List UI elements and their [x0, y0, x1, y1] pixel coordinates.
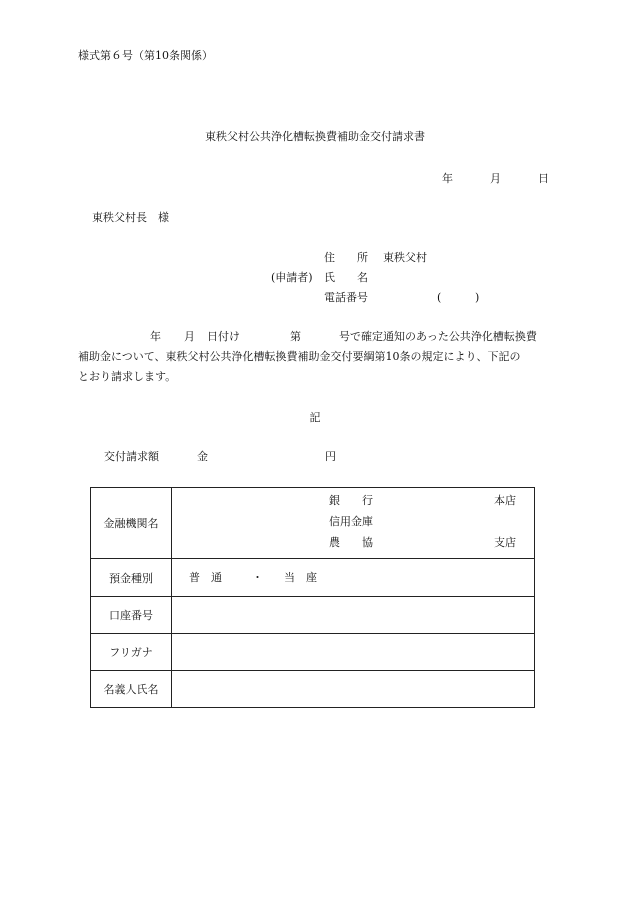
date-day: 日 — [538, 172, 549, 185]
amount-unit: 円 — [325, 450, 336, 463]
name-label: 氏 名 — [324, 271, 368, 284]
address-label: 住 所 — [324, 251, 368, 264]
institution-field[interactable] — [172, 488, 535, 559]
shinkin-option: 信用金庫 — [329, 515, 373, 528]
institution-label: 金融機関名 — [91, 488, 172, 559]
phone-close-paren: ) — [475, 291, 480, 304]
head-office-option: 本店 — [494, 494, 516, 507]
deposit-type-label: 預金種別 — [91, 559, 172, 597]
current-option[interactable]: 当 座 — [284, 571, 317, 584]
form-number: 様式第６号（第10条関係） — [78, 49, 213, 62]
deposit-type-field[interactable] — [172, 559, 535, 597]
bank-account-table — [90, 487, 535, 708]
option-separator: ・ — [252, 571, 263, 584]
bank-option: 銀 行 — [329, 494, 373, 507]
account-number-row — [91, 597, 535, 634]
phone-open-paren: ( — [437, 291, 442, 304]
holder-name-label: 名義人氏名 — [91, 671, 172, 708]
institution-row — [91, 488, 535, 559]
body-month: 月 — [184, 330, 195, 343]
address-value: 東秩父村 — [383, 251, 427, 264]
nokyo-option: 農 協 — [329, 536, 373, 549]
branch-option: 支店 — [494, 536, 516, 549]
date-year: 年 — [442, 172, 453, 185]
deposit-type-row — [91, 559, 535, 597]
holder-name-row — [91, 671, 535, 708]
amount-prefix: 金 — [197, 450, 208, 463]
body-date-suffix: 日付け — [207, 330, 240, 343]
body-number-prefix: 第 — [290, 330, 301, 343]
document-title: 東秩父村公共浄化槽転換費補助金交付請求書 — [205, 130, 425, 143]
body-year: 年 — [150, 330, 161, 343]
furigana-row — [91, 634, 535, 671]
account-number-field[interactable] — [172, 597, 535, 634]
furigana-label: フリガナ — [91, 634, 172, 671]
ki-heading: 記 — [309, 411, 321, 424]
body-line-2: 補助金について、東秩父村公共浄化槽転換費補助金交付要綱第10条の規定により、下記の — [78, 350, 521, 363]
body-line1-rest: 号で確定通知のあった公共浄化槽転換費 — [339, 330, 537, 343]
holder-name-field[interactable] — [172, 671, 535, 708]
furigana-field[interactable] — [172, 634, 535, 671]
phone-label: 電話番号 — [324, 291, 368, 304]
ordinary-option[interactable]: 普 通 — [189, 571, 222, 584]
applicant-tag: (申請者) — [271, 271, 313, 284]
account-number-label: 口座番号 — [91, 597, 172, 634]
addressee: 東秩父村長 様 — [92, 211, 169, 224]
amount-label: 交付請求額 — [104, 450, 159, 463]
body-line-3: とおり請求します。 — [78, 370, 177, 383]
date-month: 月 — [490, 172, 501, 185]
